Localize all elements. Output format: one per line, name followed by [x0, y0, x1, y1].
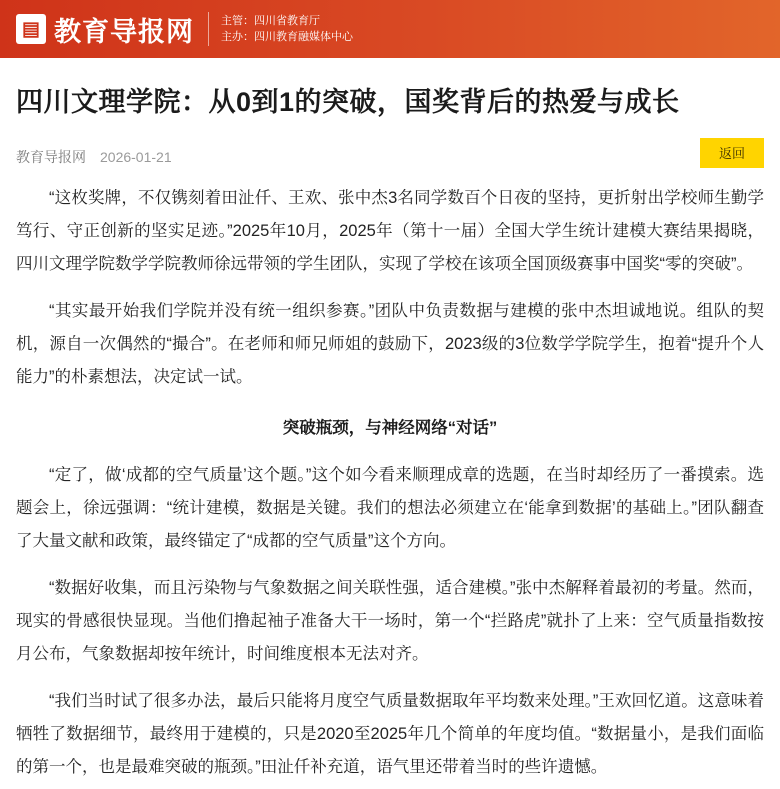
article-paragraph: “其实最开始我们学院并没有统一组织参赛。”团队中负责数据与建模的张中杰坦诚地说。组队的契机，源自一次偶然的“撮合”。在老师和师兄师姐的鼓励下，2023级的3位数学学院学生，抱着“提升个人能力”的朴素想法，决定试一试。 [16, 301, 764, 386]
article-body [16, 182, 764, 784]
article-date: 2026-01-21 [100, 148, 172, 165]
book-logo-icon: ▤ [16, 14, 46, 44]
article-paragraph: “我们当时试了很多办法，最后只能将月度空气质量数据取年平均数来处理。”王欢回忆道。这意味着牺牲了数据细节，最终用于建模的，只是2020至2025年几个简单的年度均值。“数据量小，是我们面临的第一个，也是最难突破的瓶颈。”田沚仟补充道，语气里还带着当时的些许遗憾。 [16, 691, 764, 776]
header-org-line-2: 主办：四川教育融媒体中心 [221, 31, 353, 43]
back-button[interactable]: 返回 [700, 138, 764, 168]
article-page [0, 84, 780, 784]
page-title: 四川文理学院：从0到1的突破，国奖背后的热爱与成长 [16, 87, 680, 117]
header-organization [221, 14, 353, 44]
article-paragraph: “定了，做‘成都的空气质量’这个题。”这个如今看来顺理成章的选题，在当时却经历了一番摸索。选题会上，徐远强调：“统计建模，数据是关键。我们的想法必须建立在‘能拿到数据’的基础上。”团队翻查了大量文献和政策，最终锚定了“成都的空气质量”这个方向。 [16, 465, 764, 550]
article-meta [16, 144, 764, 170]
header-org-line-1: 主管：四川省教育厅 [221, 15, 320, 27]
article-subheading: 突破瓶颈，与神经网络“对话” [282, 418, 498, 437]
article-source: 教育导报网 [16, 148, 86, 165]
article-paragraph: “数据好收集，而且污染物与气象数据之间关联性强，适合建模。”张中杰解释着最初的考量。然而，现实的骨感很快显现。当他们撸起袖子准备大干一场时，第一个“拦路虎”就扑了上来：空气质量指数按月公布，气象数据却按年统计，时间维度根本无法对齐。 [16, 578, 764, 663]
site-header [0, 0, 780, 58]
site-logo[interactable] [16, 10, 194, 49]
header-divider [208, 12, 209, 46]
article-paragraph: “这枚奖牌，不仅镌刻着田沚仟、王欢、张中杰3名同学数百个日夜的坚持，更折射出学校师生勤学笃行、守正创新的坚实足迹。”2025年10月，2025年（第十一届）全国大学生统计建模大赛结果揭晓，四川文理学院数学学院教师徐远带领的学生团队，实现了学校在该项全国顶级赛事中国奖“零的突破”。 [16, 188, 764, 273]
site-logo-text: 教育导报网 [54, 16, 194, 48]
